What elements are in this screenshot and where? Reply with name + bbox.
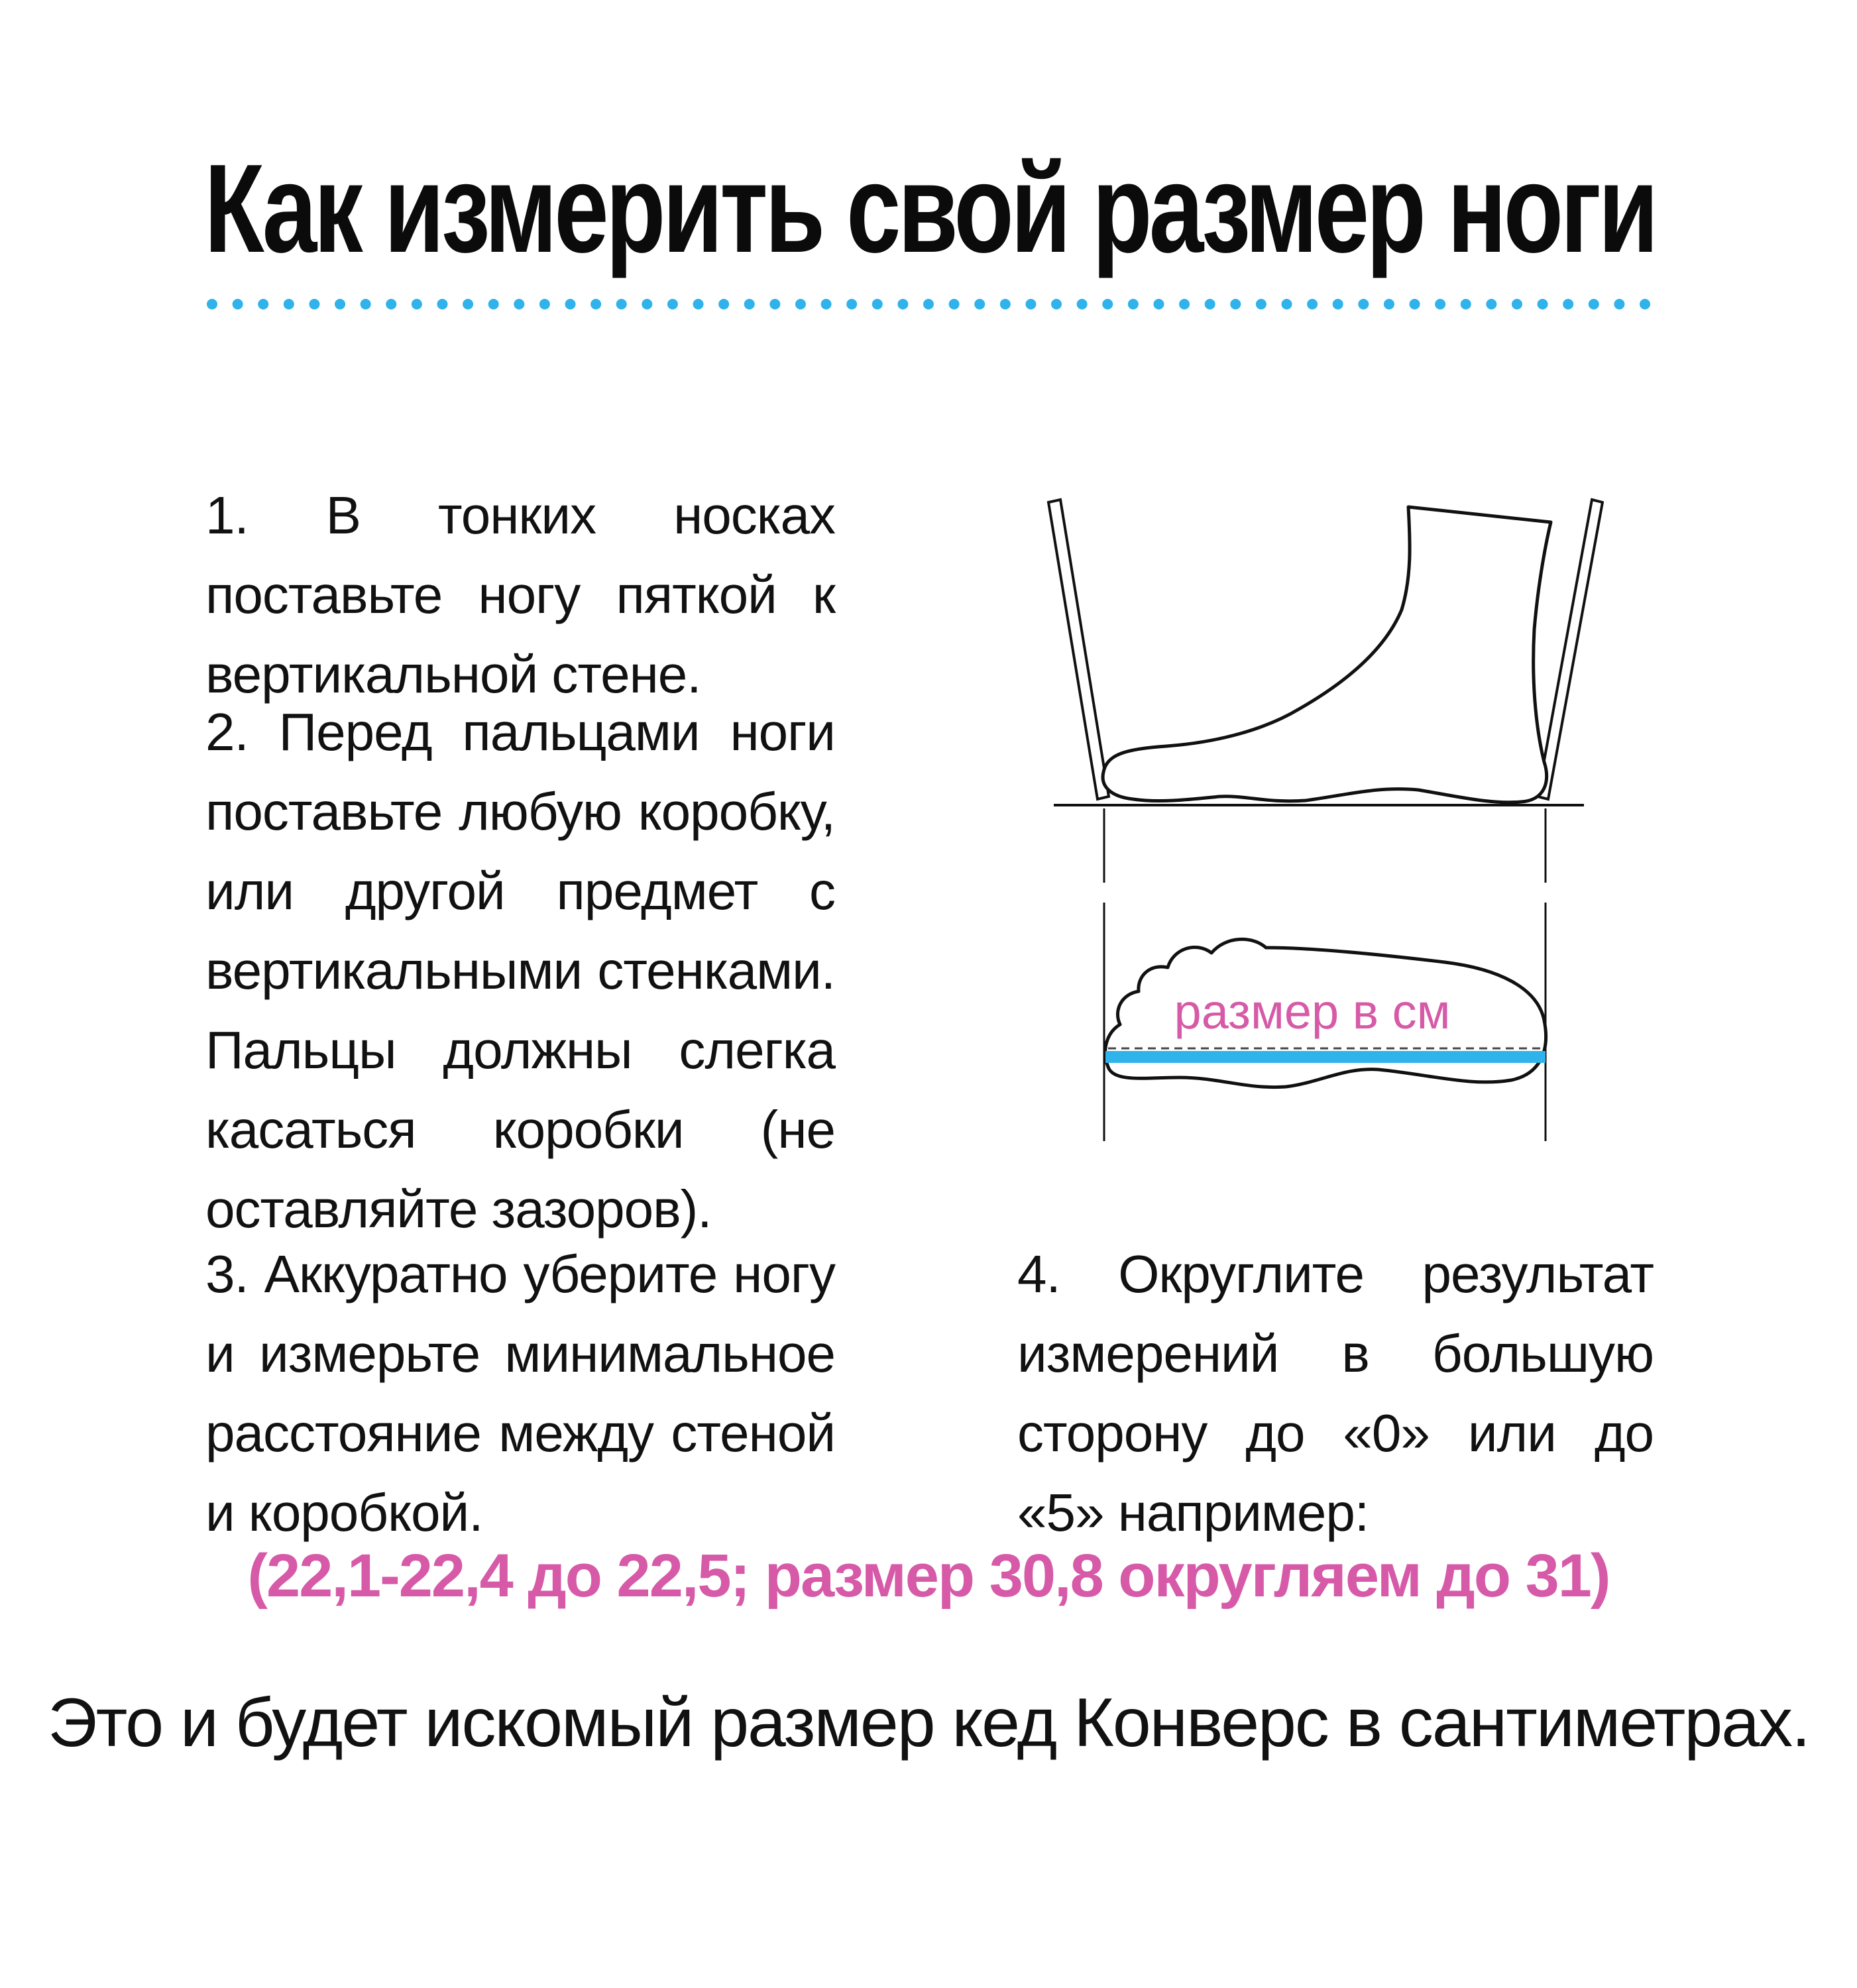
measurement-bar [1105, 1051, 1546, 1063]
divider-dot [361, 299, 371, 309]
divider-dot [769, 299, 780, 309]
divider-dot [437, 299, 447, 309]
step-4 [1017, 1235, 1654, 1553]
divider-dot [284, 299, 294, 309]
divider-dot [1282, 299, 1292, 309]
divider-dot [1230, 299, 1241, 309]
divider-dot [821, 299, 832, 309]
divider-dot [309, 299, 319, 309]
divider-dot [386, 299, 396, 309]
divider-dot [1179, 299, 1190, 309]
divider-dot [1538, 299, 1548, 309]
divider-dot [1614, 299, 1624, 309]
divider-dot [1461, 299, 1471, 309]
divider-dot [1128, 299, 1139, 309]
divider-dot [1256, 299, 1266, 309]
divider-dot [974, 299, 985, 309]
divider-dot [744, 299, 755, 309]
divider-dot [1358, 299, 1369, 309]
divider-dot [1000, 299, 1011, 309]
divider-dot [1384, 299, 1394, 309]
page-title: Как измерить свой размер ноги [204, 138, 1656, 279]
divider-dot [642, 299, 652, 309]
divider-dot [488, 299, 499, 309]
divider-dot [1102, 299, 1113, 309]
divider-dot [1153, 299, 1164, 309]
divider-dot [872, 299, 883, 309]
step-1-text: 1. В тонких носках поставьте ногу пяткой к вертикальной стене. [205, 486, 835, 704]
divider-dot [1025, 299, 1036, 309]
step-1 [205, 476, 835, 714]
divider-dot [514, 299, 524, 309]
step-3 [205, 1235, 835, 1553]
size-cm-label: размер в см [1174, 984, 1451, 1039]
divider-dot [412, 299, 422, 309]
divider-dot [693, 299, 704, 309]
divider-dot [1435, 299, 1445, 309]
divider-dot [565, 299, 576, 309]
divider-dot [718, 299, 729, 309]
dotted-divider [205, 297, 1652, 311]
divider-dot [949, 299, 960, 309]
divider-dot [1205, 299, 1215, 309]
step-3-text: 3. Аккуратно уберите ногу и измерьте минимальное расстояние между стеной и коробкой. [205, 1244, 835, 1542]
divider-dot [795, 299, 806, 309]
left-wall-icon [1048, 500, 1109, 799]
divider-dot [1640, 299, 1650, 309]
step-2 [205, 692, 835, 1249]
divider-dot [1410, 299, 1420, 309]
divider-dot [1077, 299, 1088, 309]
divider-dot [258, 299, 268, 309]
divider-dot [1307, 299, 1318, 309]
divider-dot [616, 299, 627, 309]
divider-dot [667, 299, 678, 309]
divider-dot [1512, 299, 1522, 309]
divider-dot [591, 299, 601, 309]
divider-dot [539, 299, 550, 309]
step-2-text: 2. Перед пальцами ноги поставьте любую коробку, или другой предмет с вертикальными стенками. Пальцы должны слегка касаться коробки (не оставляйте зазоров). [205, 702, 835, 1239]
result-note: Это и будет искомый размер кед Конверс в сантиметрах. [47, 1684, 1810, 1761]
divider-dot [1589, 299, 1599, 309]
divider-dot [335, 299, 345, 309]
divider-dot [1333, 299, 1343, 309]
divider-dot [463, 299, 473, 309]
divider-dot [233, 299, 243, 309]
divider-dot [897, 299, 908, 309]
step-4-text: 4. Округлите результат измерений в большую сторону до «0» или до «5» например: [1017, 1244, 1654, 1542]
divider-dot [923, 299, 934, 309]
divider-dot [207, 299, 217, 309]
divider-dot [1051, 299, 1062, 309]
divider-dot [846, 299, 857, 309]
foot-measurement-diagram [1034, 490, 1604, 1146]
rounding-example: (22,1-22,4 до 22,5; размер 30,8 округляем до 31) [247, 1542, 1610, 1610]
divider-dot [1563, 299, 1573, 309]
divider-dot [1486, 299, 1496, 309]
foot-side-icon [1103, 507, 1551, 802]
